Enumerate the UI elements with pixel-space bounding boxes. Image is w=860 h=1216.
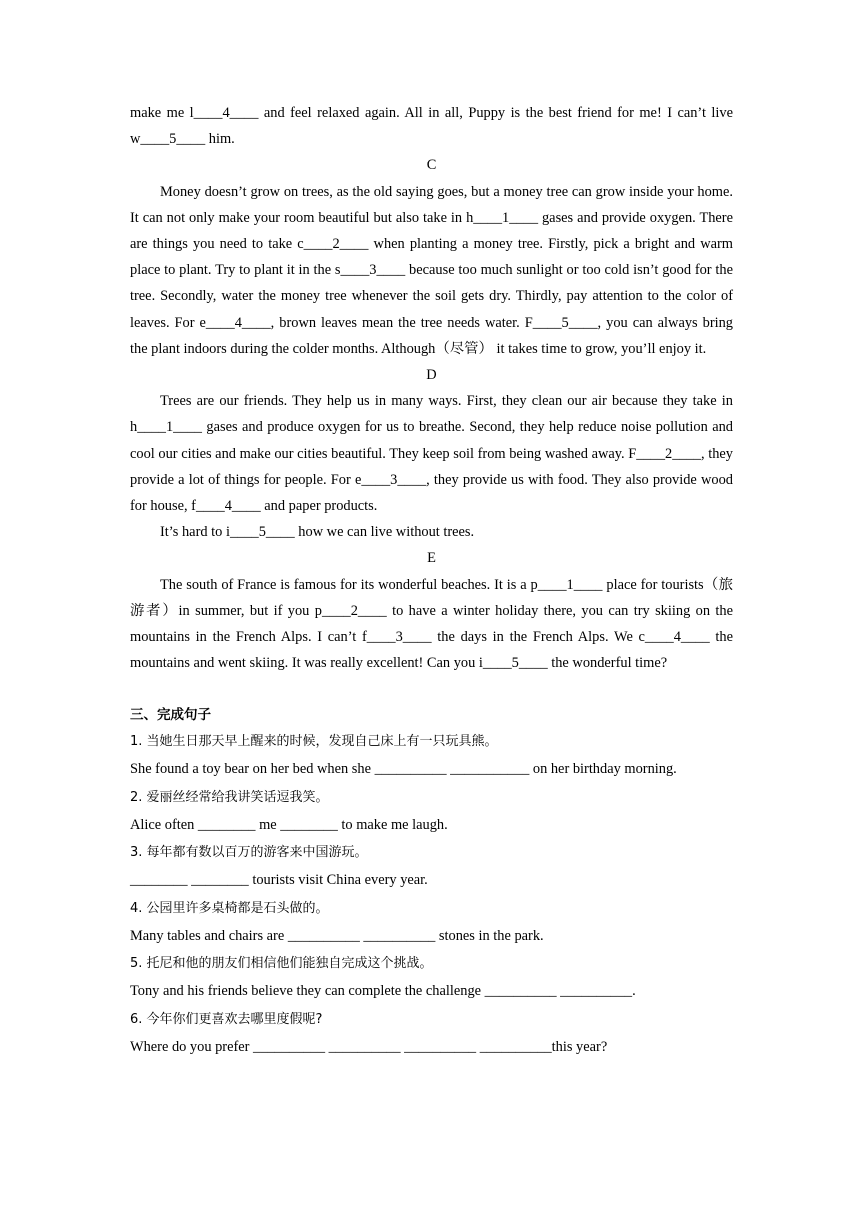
sentence-item: [130, 950, 733, 1006]
chinese-prompt: 3. 每年都有数以百万的游客来中国游玩。: [130, 845, 368, 861]
english-sentence: Many tables and chairs are __________ __________ stones in the park.: [130, 927, 544, 944]
sentence-item: [130, 784, 733, 840]
passage-d-paragraph: Trees are our friends. They help us in many ways. First, they clean our air because they take in h____1____ gases and produce oxygen for us to breathe. Second, they help reduce noise pollution and cool our cities and make our cities beautiful. They keep soil from being washed away. F____2____, they provide a lot of things for people. For e____3____, they provide us with food. They also provide wood for house, f____4____ and paper products.: [130, 393, 733, 515]
passage-e-letter: E: [427, 550, 436, 567]
chinese-prompt: 5. 托尼和他的朋友们相信他们能独自完成这个挑战。: [130, 956, 433, 972]
sentence-item: [130, 1006, 733, 1062]
chinese-prompt: 1. 当她生日那天早上醒来的时候，发现自己床上有一只玩具熊。: [130, 734, 498, 750]
sentence-item: [130, 728, 733, 784]
english-sentence: ________ ________ tourists visit China every year.: [130, 872, 428, 889]
chinese-prompt: 6. 今年你们更喜欢去哪里度假呢?: [130, 1011, 323, 1027]
document-page: [130, 100, 733, 1061]
english-sentence: Tony and his friends believe they can complete the challenge __________ __________.: [130, 983, 636, 1000]
english-sentence: Where do you prefer __________ __________ __________ __________this year?: [130, 1038, 608, 1055]
english-sentence: She found a toy bear on her bed when she __________ ___________ on her birthday morning.: [130, 761, 677, 778]
english-sentence: Alice often ________ me ________ to make me laugh.: [130, 816, 448, 833]
sentence-item: [130, 895, 733, 951]
section-title: 三、完成句子: [130, 707, 211, 724]
passage-d-paragraph: It’s hard to i____5____ how we can live without trees.: [160, 524, 475, 541]
passage-b-tail: make me l____4____ and feel relaxed again. All in all, Puppy is the best friend for me! I can’t live w____5____ him.: [130, 105, 733, 148]
passage-e-paragraph: The south of France is famous for its wonderful beaches. It is a p____1____ place for tourists（旅游者）in summer, but if you p____2____ to have a winter holiday there, you can try skiing on the mountains in the French Alps. I can’t f____3____ the days in the French Alps. We c____4____ the mountains and went skiing. It was really excellent! Can you i____5____ the wonderful time?: [130, 576, 733, 672]
chinese-prompt: 4. 公园里许多桌椅都是石头做的。: [130, 900, 329, 916]
passage-c-paragraph: Money doesn’t grow on trees, as the old saying goes, but a money tree can grow inside your home. It can not only make your room beautiful but also take in h____1____ gases and provide oxygen. There are things you need to take c____2____ when planting a money tree. Firstly, pick a bright and warm place to plant. Try to plant it in the s____3____ because too much sunlight or too cold isn’t good for the tree. Secondly, water the money tree whenever the soil gets dry. Thirdly, pay attention to the color of leaves. For e____4____, brown leaves mean the tree needs water. F____5____, you can always bring the plant indoors during the colder months. Although（尽管） it takes time to grow, you’ll enjoy it.: [130, 183, 733, 357]
passage-c-letter: C: [426, 157, 437, 174]
passage-d-letter: D: [426, 367, 437, 384]
sentence-item: [130, 839, 733, 895]
chinese-prompt: 2. 爱丽丝经常给我讲笑话逗我笑。: [130, 789, 329, 805]
